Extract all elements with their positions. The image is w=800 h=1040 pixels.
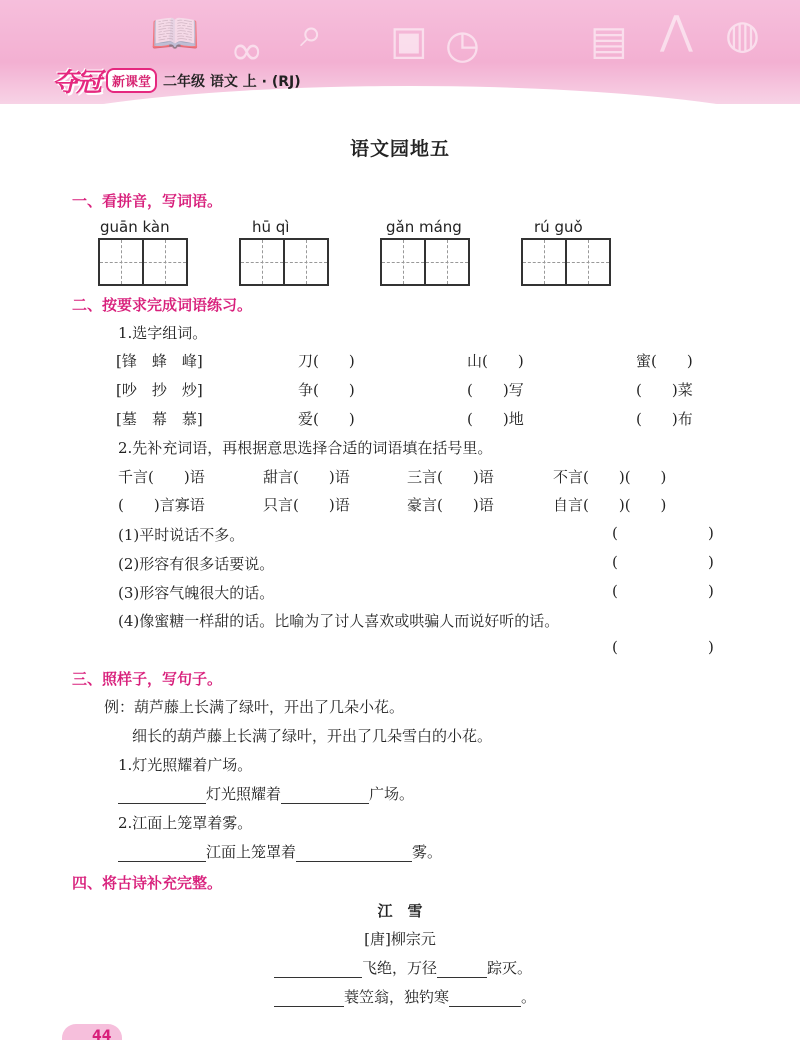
poem-line-2[interactable]	[274, 986, 536, 1007]
pinyin-4: rú guǒ	[534, 218, 583, 236]
sentence-answer-1[interactable]	[118, 783, 414, 804]
word-blank[interactable]: 刀( )	[298, 352, 355, 370]
page-number: 44	[92, 1028, 112, 1040]
sentence-fragment: 雾。	[412, 843, 443, 861]
answer-paren-close: )	[708, 524, 714, 542]
word-blank[interactable]: ( )地	[467, 410, 524, 428]
sentence-question-1: 1.灯光照耀着广场。	[118, 756, 253, 774]
poem-author: [唐]柳宗元	[364, 930, 436, 948]
example-expanded: 细长的葫芦藤上长满了绿叶，开出了几朵雪白的小花。	[132, 727, 493, 745]
poem-fragment: 蓑笠翁，独钓寒	[344, 988, 450, 1006]
brand	[52, 62, 301, 99]
book-icon: 📖	[150, 11, 200, 57]
open-book-icon: ▤	[590, 18, 628, 64]
magnifier-icon: ⌕	[300, 10, 323, 56]
idiom-blank[interactable]: 三言( )语	[407, 468, 494, 486]
section-2-heading: 二、按要求完成词语练习。	[72, 296, 253, 314]
idiom-blank[interactable]: 只言( )语	[263, 496, 350, 514]
question-choose-characters: 1.选字组词。	[118, 324, 208, 342]
poem-blank[interactable]	[274, 960, 362, 978]
idiom-blank[interactable]: 自言( )( )	[553, 496, 667, 514]
idiom-blank[interactable]: 甜言( )语	[263, 468, 350, 486]
globe-icon: ◍	[725, 12, 760, 58]
word-blank[interactable]: ( )写	[467, 381, 524, 399]
answer-paren-open[interactable]: (	[612, 553, 618, 571]
question-complete-idioms: 2.先补充词语，再根据意思选择合适的词语填在括号里。	[118, 439, 493, 457]
char-group-1: [锋 蜂 峰]	[116, 352, 203, 370]
poem-blank[interactable]	[437, 960, 487, 978]
example-original: 例：葫芦藤上长满了绿叶，开出了几朵小花。	[104, 698, 405, 716]
word-blank[interactable]: 争( )	[298, 381, 355, 399]
sentence-answer-2[interactable]	[118, 841, 442, 862]
sentence-fragment: 灯光照耀着	[206, 785, 282, 803]
idiom-blank[interactable]: ( )言寡语	[118, 496, 205, 514]
meaning-4: (4)像蜜糖一样甜的话。比喻为了讨人喜欢或哄骗人而说好听的话。	[118, 612, 560, 630]
sentence-fragment: 广场。	[369, 785, 415, 803]
meaning-1: (1)平时说话不多。	[118, 526, 245, 544]
pinyin-3: gǎn máng	[386, 218, 462, 236]
answer-paren-close: )	[708, 638, 714, 656]
answer-paren-open[interactable]: (	[612, 524, 618, 542]
answer-blank[interactable]	[281, 786, 369, 804]
glasses-icon: ∞	[230, 28, 264, 74]
pinyin-2: hū qì	[252, 218, 290, 236]
section-1-heading: 一、看拼音，写词语。	[72, 192, 223, 210]
writing-grid-1[interactable]	[98, 238, 188, 286]
answer-blank[interactable]	[118, 844, 206, 862]
bag-icon: ▣	[390, 18, 428, 64]
answer-paren-open[interactable]: (	[612, 582, 618, 600]
brand-logo: 夺冠	[52, 68, 101, 98]
idiom-blank[interactable]: 千言( )语	[118, 468, 205, 486]
clock-icon: ◷	[445, 22, 480, 68]
word-blank[interactable]: ( )菜	[636, 381, 693, 399]
poem-fragment: 。	[521, 988, 537, 1006]
page-title: 语文园地五	[349, 138, 450, 160]
sentence-question-2: 2.江面上笼罩着雾。	[118, 814, 253, 832]
idiom-blank[interactable]: 不言( )( )	[553, 468, 667, 486]
word-blank[interactable]: 爱( )	[298, 410, 355, 428]
poem-blank[interactable]	[449, 989, 521, 1007]
poem-blank[interactable]	[274, 989, 344, 1007]
char-group-3: [墓 幕 慕]	[116, 410, 203, 428]
meaning-3: (3)形容气魄很大的话。	[118, 584, 275, 602]
word-blank[interactable]: ( )布	[636, 410, 693, 428]
answer-paren-close: )	[708, 553, 714, 571]
answer-blank[interactable]	[296, 844, 412, 862]
pinyin-1: guān kàn	[100, 218, 170, 236]
section-4-heading: 四、将古诗补充完整。	[72, 874, 223, 892]
sentence-fragment: 江面上笼罩着	[206, 843, 297, 861]
brand-badge: 新课堂	[106, 68, 157, 93]
section-3-heading: 三、照样子，写句子。	[72, 670, 223, 688]
poem-line-1[interactable]	[274, 957, 532, 978]
writing-grid-4[interactable]	[521, 238, 611, 286]
word-blank[interactable]: 山( )	[467, 352, 524, 370]
answer-paren-close: )	[708, 582, 714, 600]
answer-paren-open[interactable]: (	[612, 638, 618, 656]
compass-icon: ⋀	[660, 8, 693, 54]
writing-grid-3[interactable]	[380, 238, 470, 286]
poem-fragment: 踪灭。	[487, 959, 533, 977]
idiom-blank[interactable]: 豪言( )语	[407, 496, 494, 514]
page-number-badge	[62, 1024, 122, 1040]
poem-title: 江 雪	[377, 902, 423, 920]
writing-grid-2[interactable]	[239, 238, 329, 286]
meaning-2: (2)形容有很多话要说。	[118, 555, 275, 573]
word-blank[interactable]: 蜜( )	[636, 352, 693, 370]
char-group-2: [吵 抄 炒]	[116, 381, 203, 399]
answer-blank[interactable]	[118, 786, 206, 804]
grade-subject: 二年级 语文 上 · (RJ)	[163, 73, 301, 90]
poem-fragment: 飞绝，万径	[362, 959, 438, 977]
